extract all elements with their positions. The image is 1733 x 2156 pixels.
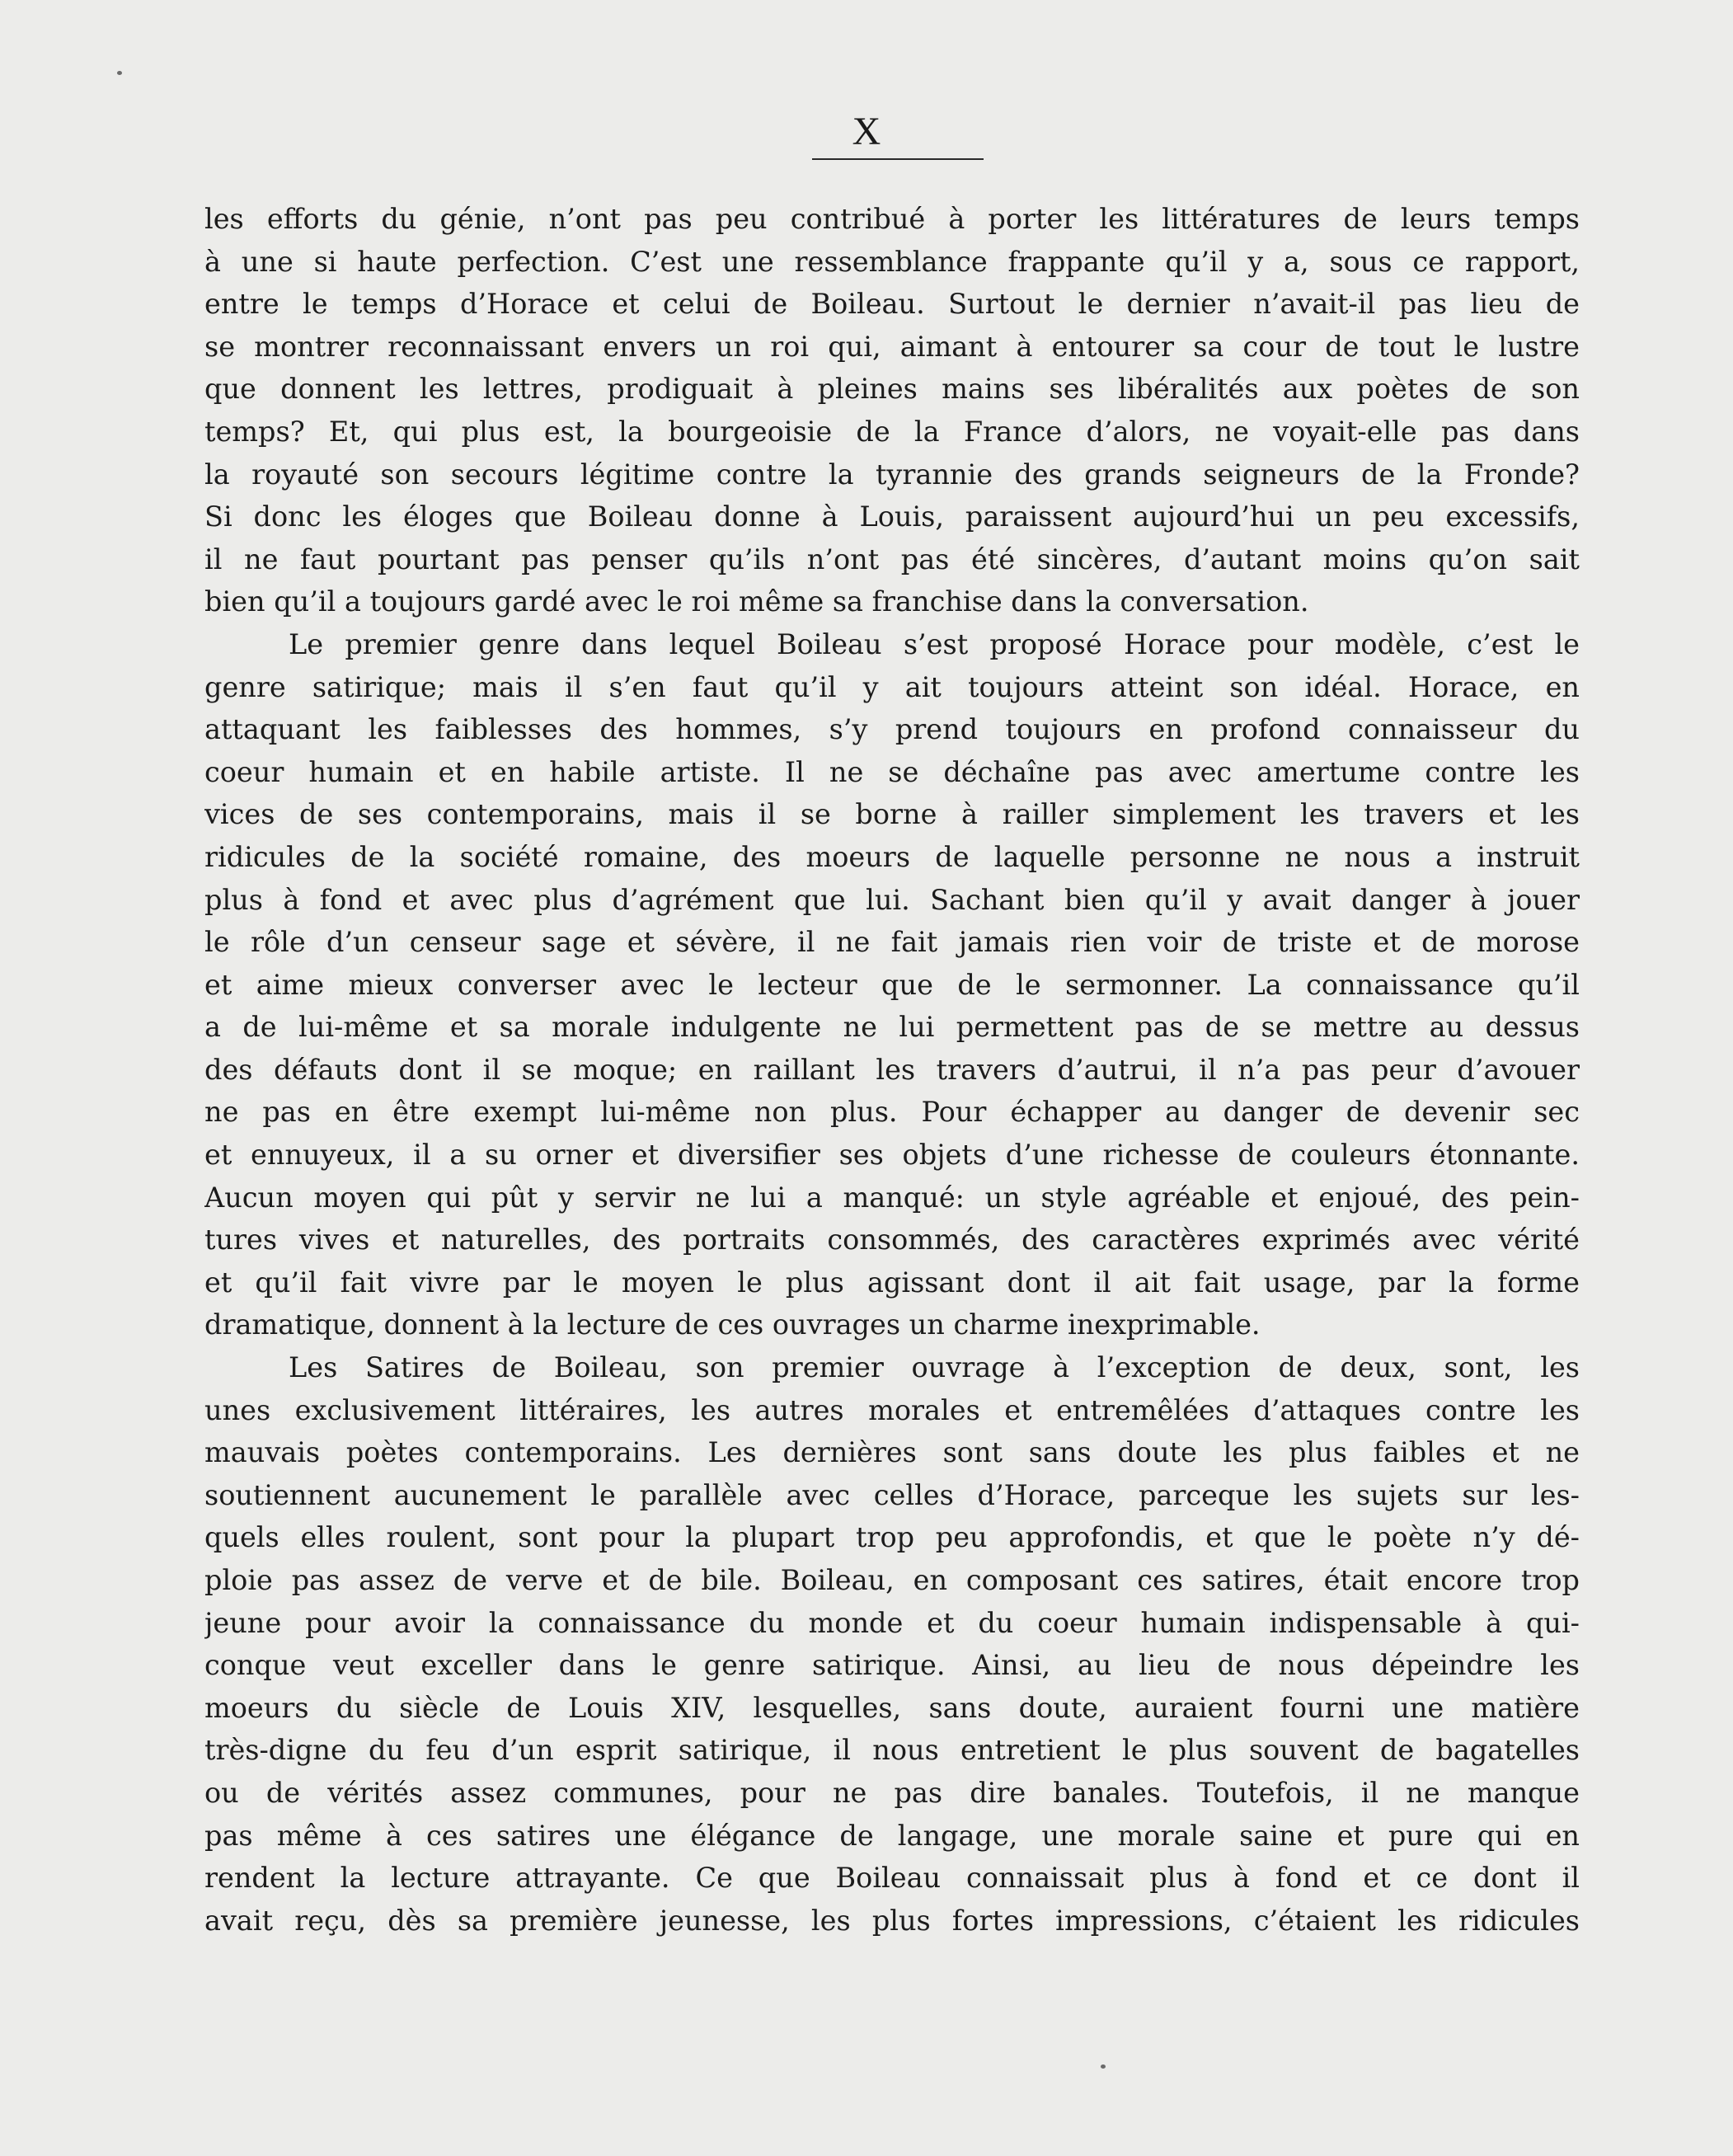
text-line: la royauté son secours légitime contre la tyrannie des grands seigneurs de la Fronde?	[204, 458, 1580, 491]
text-line: Le premier genre dans lequel Boileau s’est proposé Horace pour modèle, c’est le	[289, 627, 1580, 660]
text-line: ne pas en être exempt lui-même non plus. Pour échapper au danger de devenir sec	[204, 1096, 1580, 1129]
page-number: X	[852, 110, 881, 153]
text-line: attaquant les faiblesses des hommes, s’y prend toujours en profond connaisseur du	[204, 713, 1580, 746]
text-line: plus à fond et avec plus d’agrément que lui. Sachant bien qu’il y avait danger à jouer	[204, 883, 1580, 916]
text-line: rendent la lecture attrayante. Ce que Boileau connaissait plus à fond et ce dont il	[204, 1862, 1580, 1895]
text-line: très-digne du feu d’un esprit satirique, il nous entretient le plus souvent de bagatelles	[204, 1734, 1580, 1767]
text-line: moeurs du siècle de Louis XIV, lesquelles, sans doute, auraient fourni une matière	[204, 1691, 1580, 1724]
text-line: entre le temps d’Horace et celui de Boileau. Surtout le dernier n’avait-il pas lieu de	[204, 288, 1580, 321]
text-line: Les Satires de Boileau, son premier ouvrage à l’exception de deux, sont, les	[289, 1351, 1580, 1384]
text-line: ridicules de la société romaine, des moeurs de laquelle personne ne nous a instruit	[204, 840, 1580, 873]
text-line: ou de vérités assez communes, pour ne pas dire banales. Toutefois, il ne manque	[204, 1776, 1580, 1809]
text-line: coeur humain et en habile artiste. Il ne se déchaîne pas avec amertume contre les	[204, 755, 1580, 788]
text-line: le rôle d’un censeur sage et sévère, il ne fait jamais rien voir de triste et de morose	[204, 926, 1580, 959]
text-line: genre satirique; mais il s’en faut qu’il y ait toujours atteint son idéal. Horace, en	[204, 670, 1580, 703]
text-line: se montrer reconnaissant envers un roi qui, aimant à entourer sa cour de tout le lustre	[204, 330, 1580, 363]
text-line: temps? Et, qui plus est, la bourgeoisie de la France d’alors, ne voyait-elle pas dans	[204, 415, 1580, 448]
text-line: Si donc les éloges que Boileau donne à Louis, paraissent aujourd’hui un peu excessifs,	[204, 500, 1580, 533]
text-line: et aime mieux converser avec le lecteur que de le sermonner. La connaissance qu’il	[204, 968, 1580, 1001]
text-line: quels elles roulent, sont pour la plupart trop peu approfondis, et que le poète n’y dé-	[204, 1521, 1580, 1554]
body-text	[204, 198, 1580, 1954]
text-line: unes exclusivement littéraires, les autres morales et entremêlées d’attaques contre les	[204, 1393, 1580, 1426]
text-line: et qu’il fait vivre par le moyen le plus agissant dont il ait fait usage, par la forme	[204, 1266, 1580, 1299]
paper-speck	[117, 71, 122, 75]
text-line: des défauts dont il se moque; en raillant les travers d’autrui, il n’a pas peur d’avouer	[204, 1053, 1580, 1086]
text-line: il ne faut pourtant pas penser qu’ils n’ont pas été sincères, d’autant moins qu’on sait	[204, 543, 1580, 575]
text-line: à une si haute perfection. C’est une ressemblance frappante qu’il y a, sous ce rapport,	[204, 245, 1580, 278]
text-line: mauvais poètes contemporains. Les dernières sont sans doute les plus faibles et ne	[204, 1436, 1580, 1469]
text-line: dramatique, donnent à la lecture de ces ouvrages un charme inexprimable.	[204, 1308, 1261, 1341]
text-line: et ennuyeux, il a su orner et diversifier ses objets d’une richesse de couleurs étonnante.	[204, 1139, 1580, 1172]
text-line: ploie pas assez de verve et de bile. Boileau, en composant ces satires, était encore trop	[204, 1564, 1580, 1596]
text-line: vices de ses contemporains, mais il se borne à railler simplement les travers et les	[204, 798, 1580, 831]
text-line: les efforts du génie, n’ont pas peu contribué à porter les littératures de leurs temps	[204, 203, 1580, 235]
text-line: pas même à ces satires une élégance de langage, une morale saine et pure qui en	[204, 1819, 1580, 1852]
text-line: conque veut exceller dans le genre satirique. Ainsi, au lieu de nous dépeindre les	[204, 1649, 1580, 1682]
text-line: Aucun moyen qui pût y servir ne lui a manqué: un style agréable et enjoué, des pein-	[204, 1181, 1580, 1214]
text-line: soutiennent aucunement le parallèle avec celles d’Horace, parceque les sujets sur les-	[204, 1478, 1580, 1511]
text-line: bien qu’il a toujours gardé avec le roi même sa franchise dans la conversation.	[204, 585, 1309, 618]
text-line: avait reçu, dès sa première jeunesse, les plus fortes impressions, c’étaient les ridicules	[204, 1904, 1580, 1937]
paper-speck	[1101, 2064, 1106, 2069]
page-number-rule	[812, 158, 984, 160]
text-line: a de lui-même et sa morale indulgente ne lui permettent pas de se mettre au dessus	[204, 1011, 1580, 1044]
text-line: que donnent les lettres, prodiguait à pleines mains ses libéralités aux poètes de son	[204, 373, 1580, 406]
text-line: tures vives et naturelles, des portraits consommés, des caractères exprimés avec vérité	[204, 1224, 1580, 1256]
text-line: jeune pour avoir la connaissance du monde et du coeur humain indispensable à qui-	[204, 1606, 1580, 1639]
